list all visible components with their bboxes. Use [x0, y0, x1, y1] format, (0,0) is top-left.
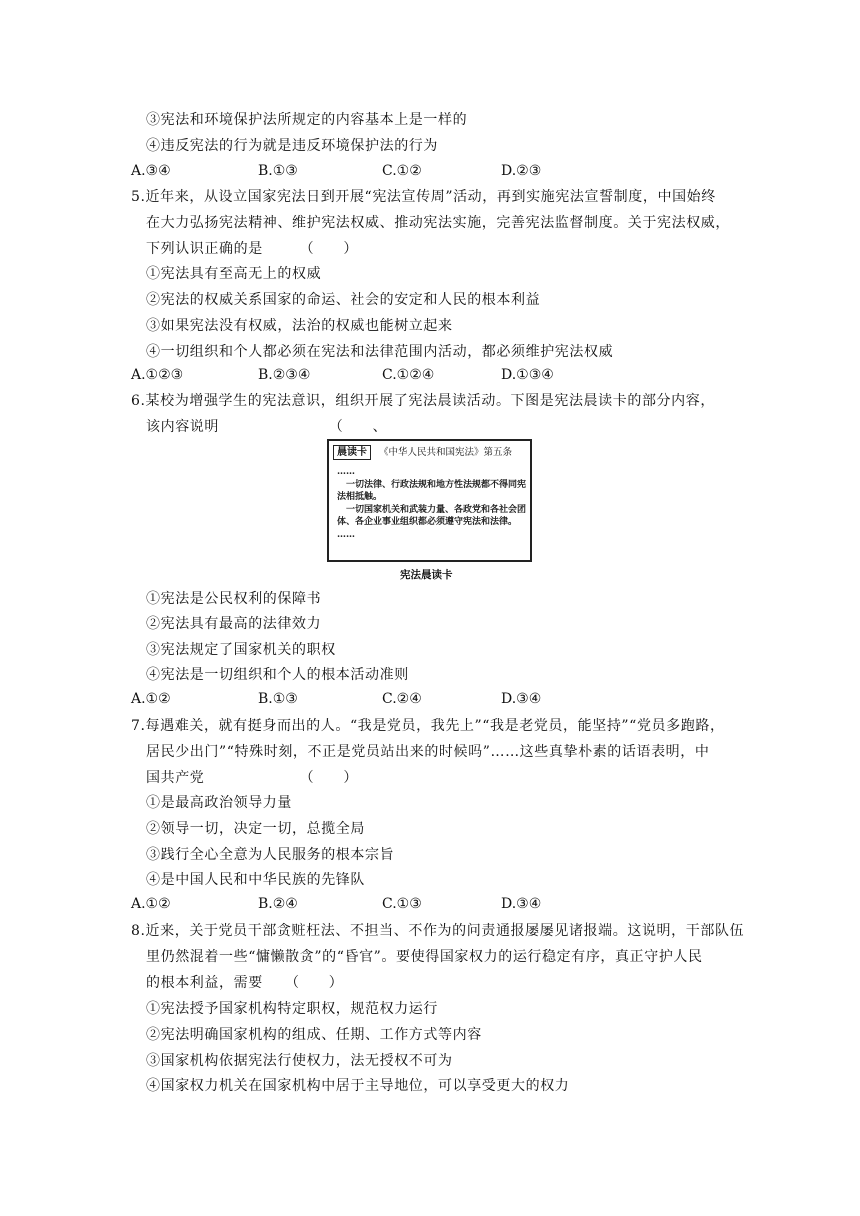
q6-stem-line-2: 该内容说明 （ 、 — [146, 419, 388, 435]
q5-option-d: D.①③④ — [501, 367, 554, 383]
card-caption: 宪法晨读卡 — [400, 569, 453, 581]
q5-stem-line-1: 5.近年来，从设立国家宪法日到开展“宪法宣传周”活动，再到实施宪法宣誓制度，中国始终 — [131, 189, 716, 205]
q7-option-b: B.②④ — [258, 896, 298, 912]
q5-statement-3: ③如果宪法没有权威，法治的权威也能树立起来 — [146, 318, 453, 334]
card-ellipsis-top: …… — [337, 467, 355, 477]
card-ellipsis-bottom: …… — [337, 529, 355, 540]
card-tag: 晨读卡 — [333, 445, 371, 460]
constitution-reading-card — [327, 439, 532, 562]
q6-statement-4: ④宪法是一切组织和个人的根本活动准则 — [146, 667, 409, 683]
q4-option-d: D.②③ — [501, 163, 542, 179]
q5-stem-line-2: 在大力弘扬宪法精神、维护宪法权威、推动宪法实施，完善宪法监督制度。关于宪法权威， — [146, 215, 730, 231]
q7-statement-1: ①是最高政治领导力量 — [146, 795, 292, 811]
card-heading: 《中华人民共和国宪法》第五条 — [379, 447, 513, 458]
q8-statement-4: ④国家权力机关在国家机构中居于主导地位，可以享受更大的权力 — [146, 1078, 570, 1094]
q6-statement-3: ③宪法规定了国家机关的职权 — [146, 642, 336, 658]
q7-option-c: C.①③ — [382, 896, 422, 912]
card-body — [337, 466, 527, 541]
q7-option-d: D.③④ — [501, 896, 542, 912]
q7-statement-4: ④是中国人民和中华民族的先锋队 — [146, 872, 365, 888]
q5-stem-line-3: 下列认识正确的是 （ ） — [146, 241, 358, 257]
q4-option-c: C.①② — [382, 163, 422, 179]
q6-stem-line-1: 6.某校为增强学生的宪法意识，组织开展了宪法晨读活动。下图是宪法晨读卡的部分内容， — [131, 393, 715, 409]
q4-statement-3: ③宪法和环境保护法所规定的内容基本上是一样的 — [146, 112, 468, 128]
q8-stem-line-3: 的根本利益，需要 （ ） — [146, 975, 344, 991]
q6-option-c: C.②④ — [382, 691, 422, 707]
card-paragraph-2: 一切国家机关和武装力量、各政党和各社会团体、各企业事业组织都必须遵守宪法和法律。 — [337, 504, 527, 527]
q6-statement-1: ①宪法是公民权利的保障书 — [146, 591, 322, 607]
q5-statement-2: ②宪法的权威关系国家的命运、社会的安定和人民的根本利益 — [146, 292, 541, 308]
q8-statement-2: ②宪法明确国家机构的组成、任期、工作方式等内容 — [146, 1027, 482, 1043]
q6-option-d: D.③④ — [501, 691, 542, 707]
q8-statement-3: ③国家机构依据宪法行使权力，法无授权不可为 — [146, 1053, 453, 1069]
q6-statement-2: ②宪法具有最高的法律效力 — [146, 616, 322, 632]
q7-stem-line-1: 7.每遇难关，就有挺身而出的人。“我是党员，我先上”“我是老党员，能坚持”“党员多跑路， — [131, 718, 725, 734]
q6-option-b: B.①③ — [258, 691, 298, 707]
q6-option-a: A.①② — [131, 691, 171, 707]
q4-statement-4: ④违反宪法的行为就是违反环境保护法的行为 — [146, 138, 438, 154]
card-paragraph-1: 一切法律、行政法规和地方性法规都不得同宪法相抵触。 — [337, 479, 527, 502]
q7-statement-3: ③践行全心全意为人民服务的根本宗旨 — [146, 847, 395, 863]
q7-option-a: A.①② — [131, 896, 171, 912]
q5-statement-4: ④一切组织和个人都必须在宪法和法律范围内活动，都必须维护宪法权威 — [146, 344, 614, 360]
q8-stem-line-2: 里仍然混着一些“慵懒散贪”的“昏官”。要使得国家权力的运行稳定有序，真正守护人民 — [146, 949, 703, 965]
q5-option-a: A.①②③ — [131, 367, 184, 383]
q5-option-b: B.②③④ — [258, 367, 311, 383]
q7-stem-line-3: 国共产党 （ ） — [146, 770, 358, 786]
q7-statement-2: ②领导一切，决定一切，总揽全局 — [146, 821, 365, 837]
q4-option-a: A.③④ — [131, 163, 171, 179]
q5-option-c: C.①②④ — [382, 367, 435, 383]
q5-statement-1: ①宪法具有至高无上的权威 — [146, 266, 322, 282]
q8-statement-1: ①宪法授予国家机构特定职权，规范权力运行 — [146, 1001, 438, 1017]
q7-stem-line-2: 居民少出门”“特殊时刻，不正是党员站出来的时候吗”……这些真挚朴素的话语表明，中 — [146, 744, 710, 760]
q8-stem-line-1: 8.近来，关于党员干部贪赃枉法、不担当、不作为的问责通报屡屡见诸报端。这说明，干部队伍 — [131, 923, 745, 939]
q4-option-b: B.①③ — [258, 163, 298, 179]
